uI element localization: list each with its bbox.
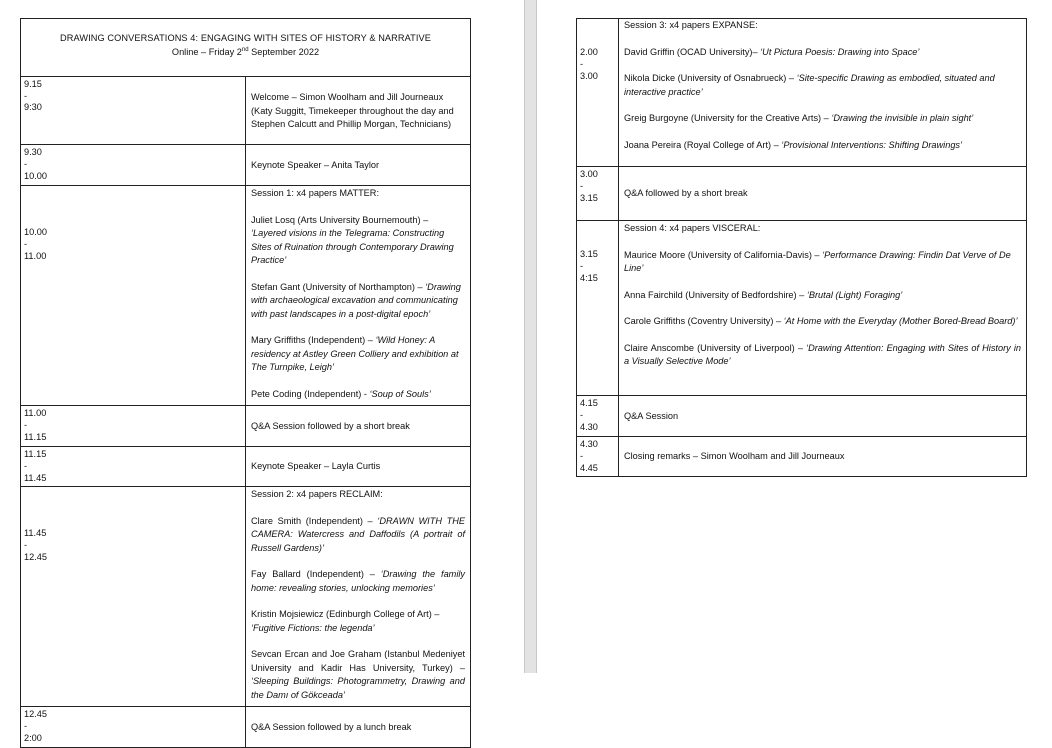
event-cell (246, 447, 471, 487)
qa-text: Q&A followed by a short break (624, 188, 748, 199)
time-cell: 9.15 - 9:30 (21, 77, 246, 145)
paper-entry: Clare Smith (Independent) – ‘DRAWN WITH THE CAMERA: Watercress and Daffodils (A portrait of Russell Gardens)’ (251, 515, 465, 553)
paper-entry: Pete Coding (Independent) - ‘Soup of Souls’ (251, 388, 431, 399)
time-cell: 4.15 - 4.30 (577, 396, 619, 437)
paper-entry: Maurice Moore (University of California-Davis) – ‘Performance Drawing: Findin Dat Verve of De Line’ (624, 249, 1011, 273)
session-cell (619, 19, 1027, 167)
programme-table-right (576, 18, 1027, 477)
welcome-note: (Katy Suggitt, Timekeeper throughout the day and Stephen Calcutt and Phillip Morgan, Technicians) (251, 105, 454, 129)
event-cell (246, 707, 471, 748)
schedule-row (21, 77, 471, 145)
time-cell: 4.30 - 4.45 (577, 437, 619, 477)
paper-entry: Stefan Gant (University of Northampton) – ‘Drawing with archaeological excavation and communicating with past landscapes in a post-digital epoch’ (251, 281, 461, 319)
time-cell: 11.45 - 12.45 (21, 487, 246, 707)
schedule-row (577, 19, 1027, 167)
event-cell (619, 396, 1027, 437)
schedule-row (21, 447, 471, 487)
schedule-row (577, 437, 1027, 477)
qa-text: Q&A Session (624, 410, 679, 421)
paper-entry: Juliet Losq (Arts University Bournemouth) – ‘Layered visions in the Telegrama: Constructing Sites of Ruination through Contemporary Drawing Practice’ (251, 214, 454, 265)
time-cell: 3.15 - 4:15 (577, 221, 619, 396)
paper-entry: Mary Griffiths (Independent) – ‘Wild Honey: A residency at Astley Green Colliery and exhibition at The Turnpike, Leigh’ (251, 335, 459, 372)
page-gutter (524, 0, 537, 673)
programme-title (21, 19, 471, 77)
schedule-row (577, 221, 1027, 396)
session-heading: Session 4: x4 papers VISCERAL: (624, 223, 761, 233)
event-cell (246, 145, 471, 186)
session-cell (246, 487, 471, 707)
session-heading: Session 2: x4 papers RECLAIM: (251, 489, 383, 499)
paper-entry: Anna Fairchild (University of Bedfordshire) – ‘Brutal (Light) Foraging’ (624, 289, 903, 300)
time-cell: 2.00 - 3.00 (577, 19, 619, 167)
paper-entry: Greig Burgoyne (University for the Creative Arts) – ‘Drawing the invisible in plain sight’ (624, 113, 974, 123)
paper-entry: Kristin Mojsiewicz (Edinburgh College of Art) – ‘Fugitive Fictions: the legenda’ (251, 609, 440, 633)
programme-table-left (20, 18, 471, 748)
time-cell: 3.00 - 3.15 (577, 167, 619, 221)
closing-text: Closing remarks – Simon Woolham and Jill Journeaux (624, 451, 845, 462)
schedule-row (21, 406, 471, 447)
time-cell: 10.00 - 11.00 (21, 186, 246, 406)
title-line-2: Online – Friday 2nd September 2022 (171, 46, 320, 57)
keynote-text: Keynote Speaker – Layla Curtis (251, 461, 381, 472)
paper-entry: Nikola Dicke (University of Osnabrueck) – ‘Site-specific Drawing as embodied, situated and interactive practice’ (624, 73, 995, 97)
session-heading: Session 3: x4 papers EXPANSE: (624, 20, 758, 30)
paper-entry: Sevcan Ercan and Joe Graham (Istanbul Medeniyet University and Kadir Has University, Turkey) – ‘Sleeping Buildings: Photogrammetry, Drawing and the Damı of Gökceada’ (251, 649, 465, 700)
qa-text: Q&A Session followed by a lunch break (251, 721, 412, 732)
schedule-row (21, 145, 471, 186)
paper-entry: Joana Pereira (Royal College of Art) – ‘Provisional Interventions: Shifting Drawings’ (624, 139, 963, 150)
event-cell (619, 437, 1027, 477)
document-page-1 (0, 0, 524, 743)
session-cell (619, 221, 1027, 396)
paper-entry: David Griffin (OCAD University)– ‘Ut Pictura Poesis: Drawing into Space’ (624, 46, 920, 57)
paper-entry: Claire Anscombe (University of Liverpool) – ‘Drawing Attention: Engaging with Sites of History in a Visually Selective Mode’ (624, 342, 1021, 366)
session-cell (246, 186, 471, 406)
event-cell (619, 167, 1027, 221)
schedule-row (21, 186, 471, 406)
qa-text: Q&A Session followed by a short break (251, 420, 410, 431)
keynote-text: Keynote Speaker – Anita Taylor (251, 159, 380, 170)
event-cell (246, 406, 471, 447)
title-line-1: DRAWING CONVERSATIONS 4: ENGAGING WITH SITES OF HISTORY & NARRATIVE (59, 33, 431, 43)
schedule-row (21, 487, 471, 707)
paper-entry: Carole Griffiths (Coventry University) – ‘At Home with the Everyday (Mother Bored-Bread Board)’ (624, 316, 1018, 326)
event-cell (246, 77, 471, 145)
time-cell: 11.15 - 11.45 (21, 447, 246, 487)
document-page-2 (537, 0, 1052, 673)
schedule-row (577, 167, 1027, 221)
paper-entry: Fay Ballard (Independent) – ‘Drawing the family home: revealing stories, unlocking memories’ (251, 569, 466, 593)
time-cell: 11.00 - 11.15 (21, 406, 246, 447)
time-cell: 12.45 - 2:00 (21, 707, 246, 748)
time-cell: 9.30 - 10.00 (21, 145, 246, 186)
welcome-text: Welcome – Simon Woolham and Jill Journeaux (251, 92, 444, 102)
session-heading: Session 1: x4 papers MATTER: (251, 188, 379, 198)
schedule-row (577, 396, 1027, 437)
schedule-row (21, 707, 471, 748)
